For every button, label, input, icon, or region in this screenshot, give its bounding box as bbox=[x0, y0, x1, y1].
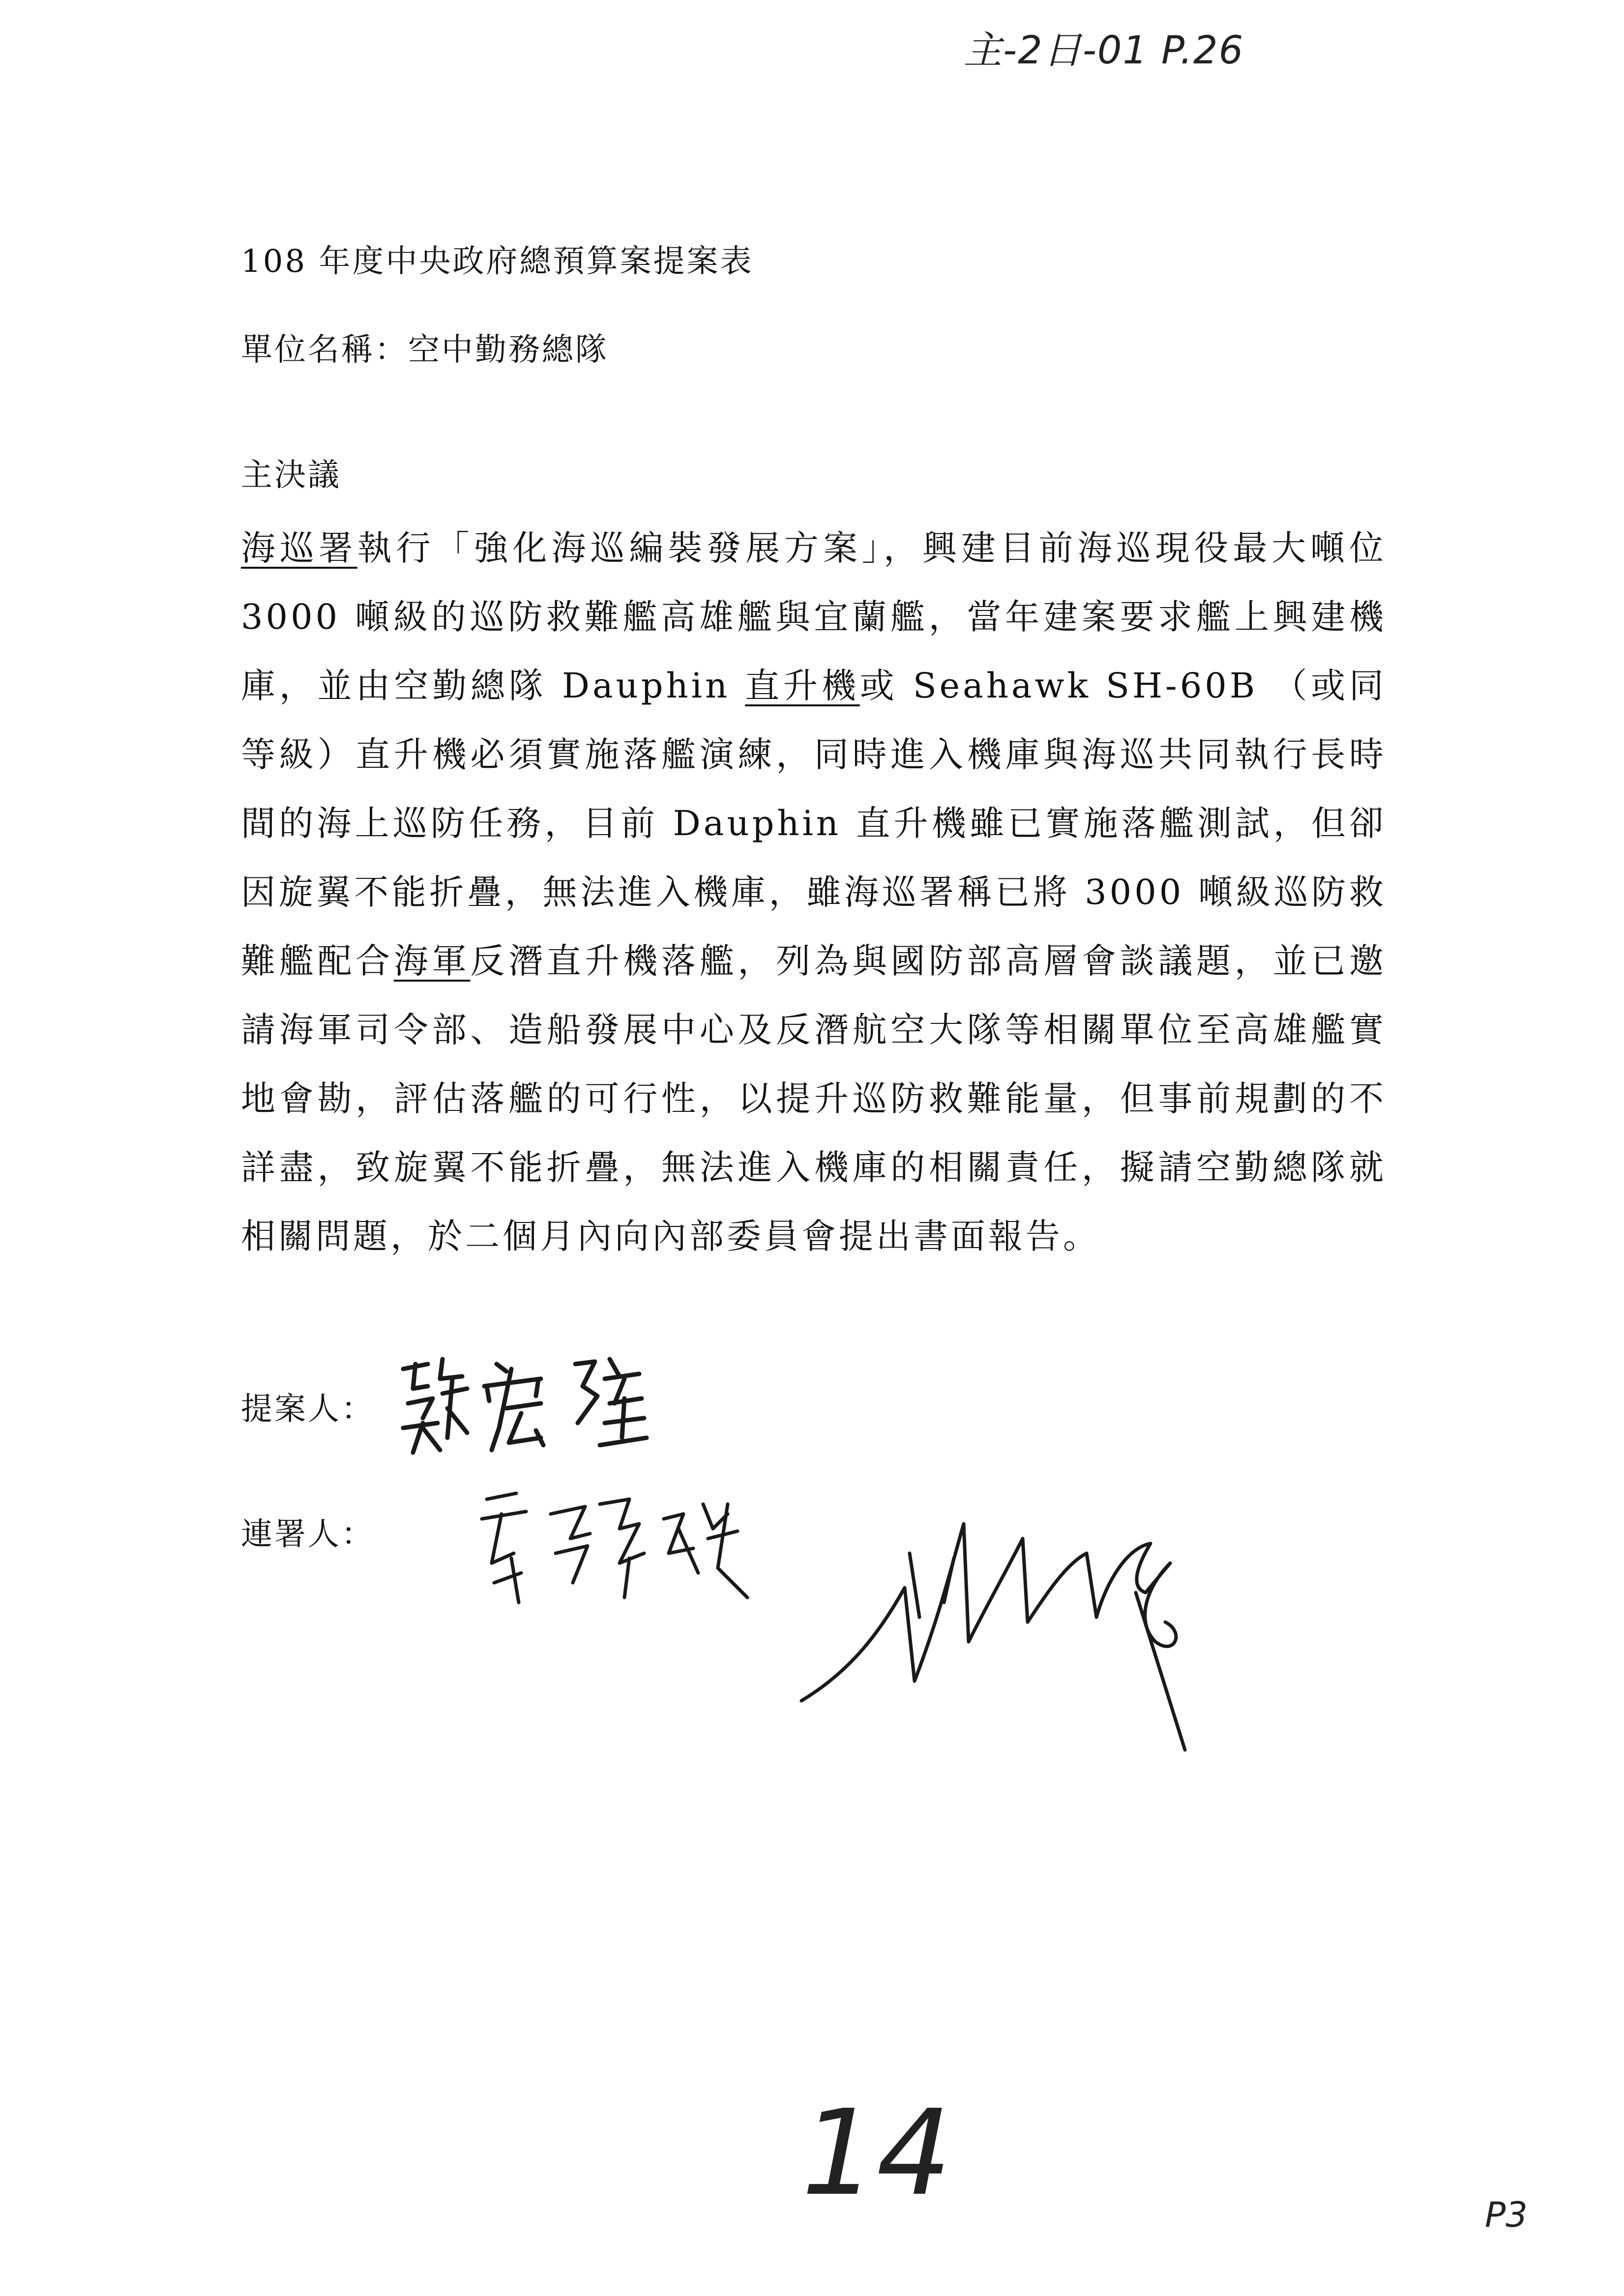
resolution-body bbox=[241, 514, 1387, 1271]
handwritten-reference-mark: 主-2日-01 P.26 bbox=[964, 29, 1244, 73]
handwritten-page-number: 14 bbox=[801, 2084, 952, 2222]
underlined-term: 海巡署 bbox=[241, 528, 357, 568]
handwritten-page-code: P3 bbox=[1485, 2195, 1528, 2235]
cosigner-signature-2 bbox=[792, 1494, 1234, 1770]
cosigner-label: 連署人： bbox=[241, 1516, 375, 1553]
underlined-term: 海軍 bbox=[393, 941, 471, 981]
document-title: 108 年度中央政府總預算案提案表 bbox=[241, 243, 754, 280]
proposer-label: 提案人： bbox=[241, 1391, 375, 1427]
resolution-heading: 主決議 bbox=[241, 457, 341, 494]
proposer-signature bbox=[393, 1349, 649, 1462]
body-text: 執行「強化海巡編裝發展方案」，興建目前海巡現役最大噸位 3000 噸級的巡防救難艦高雄艦與宜蘭艦，當年建案要求艦上興建機庫，並由空勤總隊 Dauphin bbox=[241, 528, 1387, 706]
body-text: 反潛直升機落艦，列為與國防部高層會談議題，並已邀請海軍司令部、造船發展中心及反潛航空大隊等相關單位至高雄艦實地會勘，評估落艦的可行性，以提升巡防救難能量，但事前規劃的不詳盡，致旋翼不能折疊，無法進入機庫的相關責任，擬請空勤總隊就相關問題，於二個月內向內部委員會提出書面報告。 bbox=[241, 941, 1387, 1256]
cosigner-signature-1 bbox=[472, 1484, 767, 1632]
unit-name-line: 單位名稱：空中勤務總隊 bbox=[241, 332, 609, 368]
underlined-term: 直升機 bbox=[745, 666, 860, 706]
body-text: 或 Seahawk SH-60B （或同等級）直升機必須實施落艦演練，同時進入機庫與海巡共同執行長時間的海上巡防任務，目前 Dauphin 直升機雖已實施落艦測試，但卻因旋翼不能折疊，無法進入機庫，雖海巡署稱已將 3000 噸級巡防救難艦配合 bbox=[241, 666, 1387, 981]
